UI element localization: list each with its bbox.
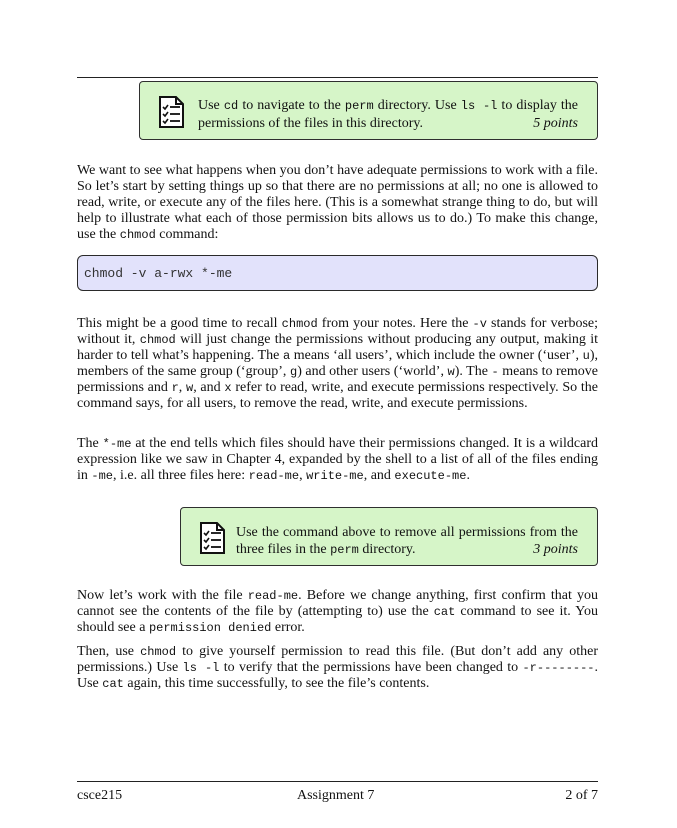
- paragraph-chmod-read: Then, use chmod to give yourself permission to read this file. (But don’t add any other permissions.) Use ls -l to verify that the permissions have been changed to -r--------. Use cat again, this time successfully, to see the file’s contents.: [77, 644, 598, 691]
- task-1-text: Use cd to navigate to the perm directory. Use ls -l to display the permissions of the files in this directory. 5 points: [198, 98, 578, 131]
- paragraph-read-me: Now let’s work with the file read-me. Before we change anything, first confirm that you cannot see the contents of the file by (attempting to) use the cat command to see it. You should see a permission denied error.: [77, 588, 598, 635]
- task-2-text: Use the command above to remove all permissions from the three files in the perm directory. 3 points: [236, 525, 578, 557]
- code-block: [77, 255, 598, 291]
- footer-page-number: 2 of 7: [565, 788, 598, 803]
- paragraph-wildcard: The *-me at the end tells which files should have their permissions changed. It is a wildcard expression like we saw in Chapter 4, expanded by the shell to a list of all of the files ending in -me, i.e. all three files here: read-me, write-me, and execute-me.: [77, 436, 599, 483]
- checklist-icon: [157, 96, 185, 128]
- footer-title: Assignment 7: [297, 788, 375, 803]
- task-1-points: 5 points: [533, 116, 578, 131]
- task-box-1: [139, 81, 598, 140]
- paragraph-intro: We want to see what happens when you don’t have adequate permissions to work with a file. So let’s start by setting things up so that there are no permissions at all; no one is allowed to read, write, or execute any of the files here. (This is a somewhat strange thing to do, but will help to illustrate what each of those permission bits allows us to do.) To make this change, use the chmod command:: [77, 163, 598, 242]
- task-box-2: [180, 507, 598, 566]
- header-rule: [77, 77, 598, 78]
- paragraph-chmod-explanation: This might be a good time to recall chmod from your notes. Here the -v stands for verbose; without it, chmod will just change the permissions without producing any output, making it harder to tell what’s happening. The a means ‘all users’, which include the owner (‘user’, u), members of the same group (‘group’, g) and other users (‘world’, w). The - means to remove permissions and r, w, and x refer to read, write, and execute permissions respectively. So the command says, for all users, to remove the read, write, and execute permissions.: [77, 316, 599, 411]
- code-line: chmod -v a-rwx *-me: [84, 266, 233, 281]
- checklist-icon: [198, 522, 226, 554]
- task-2-points: 3 points: [533, 542, 578, 557]
- footer-rule: [77, 781, 598, 782]
- footer-course: csce215: [77, 788, 123, 803]
